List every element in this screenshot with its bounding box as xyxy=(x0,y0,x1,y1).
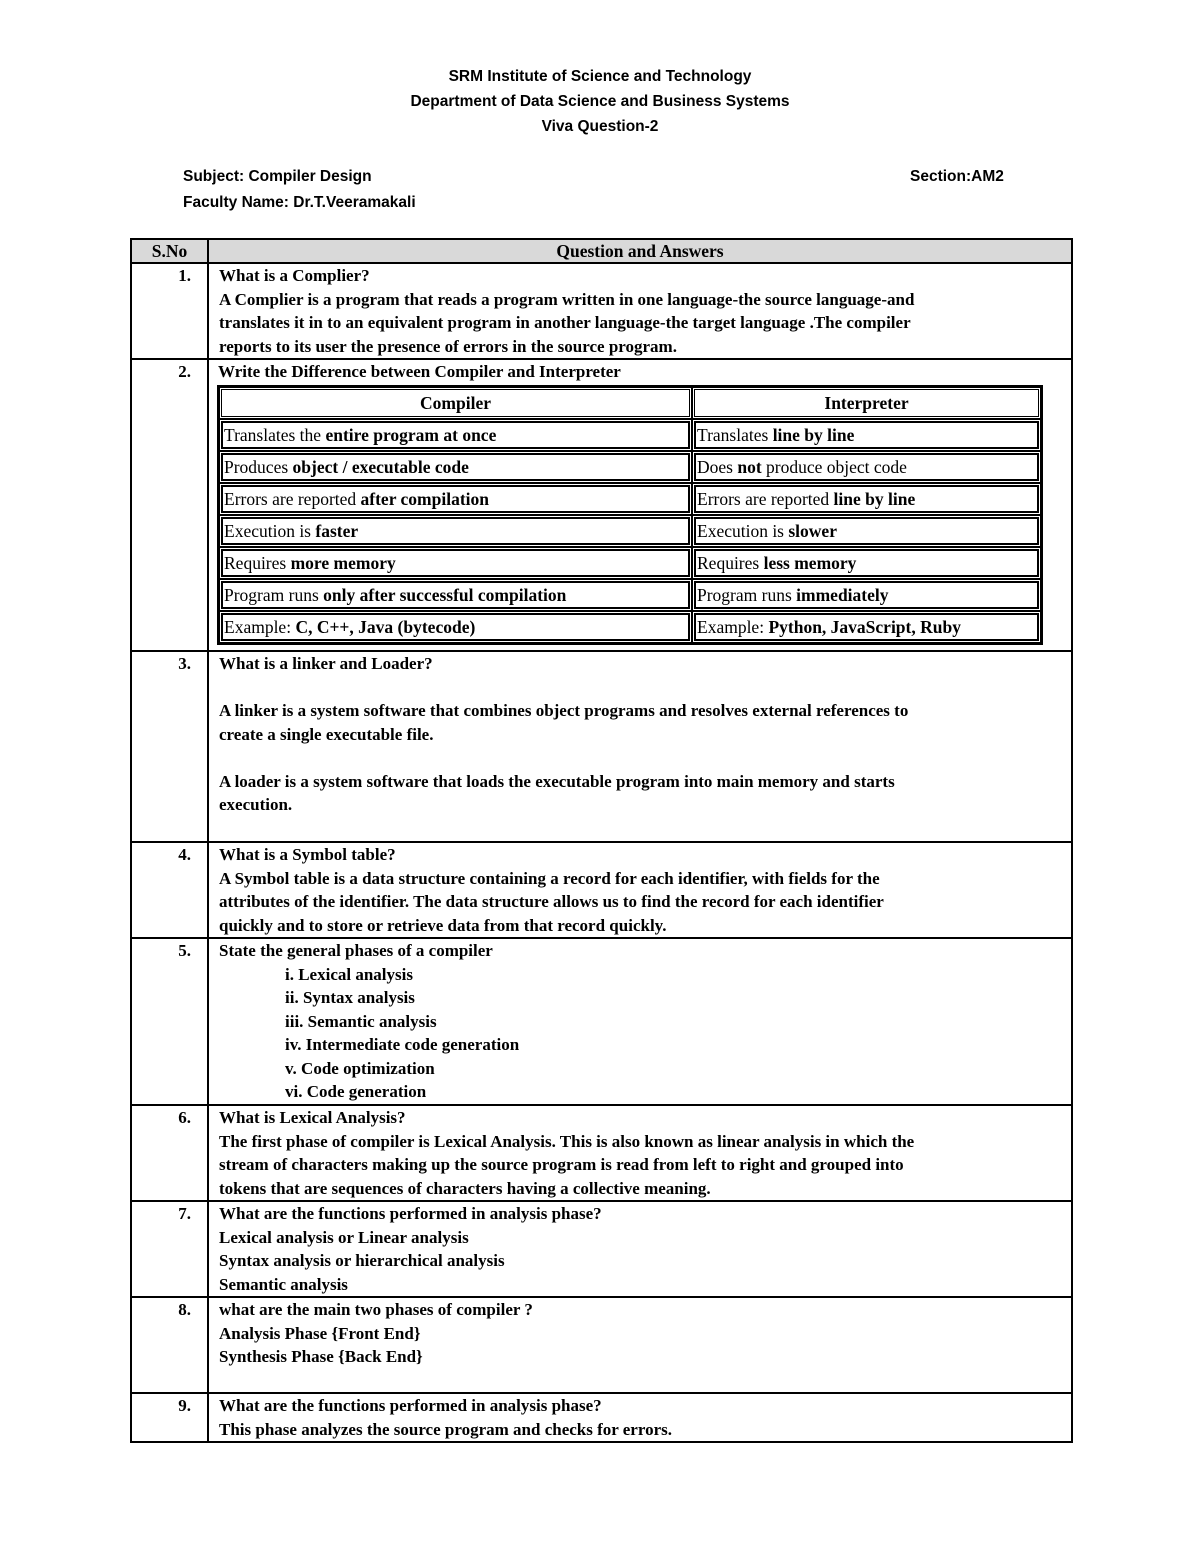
compiler-cell: Program runs only after successful compilation xyxy=(219,579,692,611)
interpreter-cell: Execution is slower xyxy=(692,515,1041,547)
table-row xyxy=(131,651,1072,842)
table-row xyxy=(131,1105,1072,1201)
answer-line: Analysis Phase {Front End} xyxy=(219,1323,421,1343)
compiler-cell: Execution is faster xyxy=(219,515,692,547)
list-item: vi. Code generation xyxy=(285,1082,427,1101)
row-number: 7. xyxy=(131,1201,208,1297)
qa-cell xyxy=(208,1393,1072,1442)
question-text: What is a Symbol table? xyxy=(219,845,396,864)
table-row xyxy=(131,1201,1072,1297)
comparison-row xyxy=(219,419,1041,451)
comparison-row xyxy=(219,451,1041,483)
list-item: i. Lexical analysis xyxy=(285,964,413,984)
qa-cell xyxy=(208,1201,1072,1297)
answer-line: create a single executable file. xyxy=(219,724,434,744)
row-number: 9. xyxy=(131,1393,208,1442)
interpreter-cell: Does not produce object code xyxy=(692,451,1041,483)
answer-line: A Complier is a program that reads a program written in one language-the source language-and xyxy=(219,289,915,309)
question-text: Write the Difference between Compiler and Interpreter xyxy=(218,362,621,381)
comparison-row xyxy=(219,515,1041,547)
qa-cell xyxy=(208,359,1072,651)
answer-line: execution. xyxy=(219,795,293,814)
table-header-row xyxy=(131,239,1072,263)
question-text: what are the main two phases of compiler ? xyxy=(219,1300,533,1319)
question-text: What are the functions performed in analysis phase? xyxy=(219,1204,602,1223)
row-number: 3. xyxy=(131,651,208,842)
row-number: 6. xyxy=(131,1105,208,1201)
answer-line: attributes of the identifier. The data structure allows us to find the record for each identifier xyxy=(219,892,884,911)
interpreter-header: Interpreter xyxy=(692,387,1041,419)
answer-line: Semantic analysis xyxy=(219,1274,348,1294)
row-number: 2. xyxy=(131,359,208,651)
table-row xyxy=(131,938,1072,1105)
answer-line: tokens that are sequences of characters having a collective meaning. xyxy=(219,1178,711,1198)
answer-line: This phase analyzes the source program and checks for errors. xyxy=(219,1419,673,1439)
qa-table xyxy=(130,238,1073,1443)
answer-line: The first phase of compiler is Lexical Analysis. This is also known as linear analysis in which the xyxy=(219,1131,915,1151)
row-number: 1. xyxy=(131,263,208,359)
comparison-row xyxy=(219,611,1041,643)
section-label: Section:AM2 xyxy=(910,168,1004,185)
answer-line: Syntax analysis or hierarchical analysis xyxy=(219,1251,505,1270)
compiler-cell: Produces object / executable code xyxy=(219,451,692,483)
answer-line: reports to its user the presence of errors in the source program. xyxy=(219,336,677,356)
comparison-row xyxy=(219,579,1041,611)
list-item: iii. Semantic analysis xyxy=(285,1011,437,1031)
compiler-cell: Example: C, C++, Java (bytecode) xyxy=(219,611,692,643)
answer-line: A loader is a system software that loads the executable program into main memory and starts xyxy=(219,771,895,791)
compiler-header: Compiler xyxy=(219,387,692,419)
interpreter-cell: Program runs immediately xyxy=(692,579,1041,611)
question-text: State the general phases of a compiler xyxy=(219,941,493,960)
answer-line: Lexical analysis or Linear analysis xyxy=(219,1227,469,1247)
compiler-cell: Requires more memory xyxy=(219,547,692,579)
list-item: v. Code optimization xyxy=(285,1058,435,1078)
qa-cell xyxy=(208,651,1072,842)
qa-cell xyxy=(208,1297,1072,1393)
comparison-table xyxy=(217,385,1043,645)
qa-cell xyxy=(208,938,1072,1105)
question-text: What is a Complier? xyxy=(219,266,370,285)
qa-cell xyxy=(208,1105,1072,1201)
faculty-label: Faculty Name: Dr.T.Veeramakali xyxy=(183,194,416,211)
list-item: ii. Syntax analysis xyxy=(285,988,415,1007)
table-row xyxy=(131,263,1072,359)
table-row xyxy=(131,359,1072,651)
compiler-cell: Errors are reported after compilation xyxy=(219,483,692,515)
sno-header: S.No xyxy=(131,239,208,263)
qa-cell xyxy=(208,263,1072,359)
document-title: Viva Question-2 xyxy=(541,118,659,135)
answer-line: quickly and to store or retrieve data from that record quickly. xyxy=(219,915,667,935)
answer-line: translates it in to an equivalent program in another language-the target language .The compiler xyxy=(219,313,911,332)
subject-label: Subject: Compiler Design xyxy=(183,168,372,185)
question-text: What is a linker and Loader? xyxy=(219,654,433,673)
qa-header: Question and Answers xyxy=(208,239,1072,263)
compiler-cell: Translates the entire program at once xyxy=(219,419,692,451)
table-row xyxy=(131,842,1072,938)
row-number: 8. xyxy=(131,1297,208,1393)
question-text: What are the functions performed in analysis phase? xyxy=(219,1396,602,1415)
row-number: 4. xyxy=(131,842,208,938)
qa-cell xyxy=(208,842,1072,938)
comparison-row xyxy=(219,547,1041,579)
comparison-header-row xyxy=(219,387,1041,419)
interpreter-cell: Requires less memory xyxy=(692,547,1041,579)
table-row xyxy=(131,1393,1072,1442)
institute-name: SRM Institute of Science and Technology xyxy=(448,68,752,85)
table-row xyxy=(131,1297,1072,1393)
interpreter-cell: Example: Python, JavaScript, Ruby xyxy=(692,611,1041,643)
answer-line: A Symbol table is a data structure containing a record for each identifier, with fields for the xyxy=(219,868,880,888)
comparison-row xyxy=(219,483,1041,515)
answer-line: stream of characters making up the source program is read from left to right and grouped into xyxy=(219,1155,904,1174)
department-name: Department of Data Science and Business Systems xyxy=(410,93,790,110)
question-text: What is Lexical Analysis? xyxy=(219,1108,406,1127)
list-item: iv. Intermediate code generation xyxy=(285,1035,520,1054)
interpreter-cell: Translates line by line xyxy=(692,419,1041,451)
answer-line: A linker is a system software that combines object programs and resolves external references to xyxy=(219,701,909,720)
row-number: 5. xyxy=(131,938,208,1105)
interpreter-cell: Errors are reported line by line xyxy=(692,483,1041,515)
answer-line: Synthesis Phase {Back End} xyxy=(219,1347,423,1366)
